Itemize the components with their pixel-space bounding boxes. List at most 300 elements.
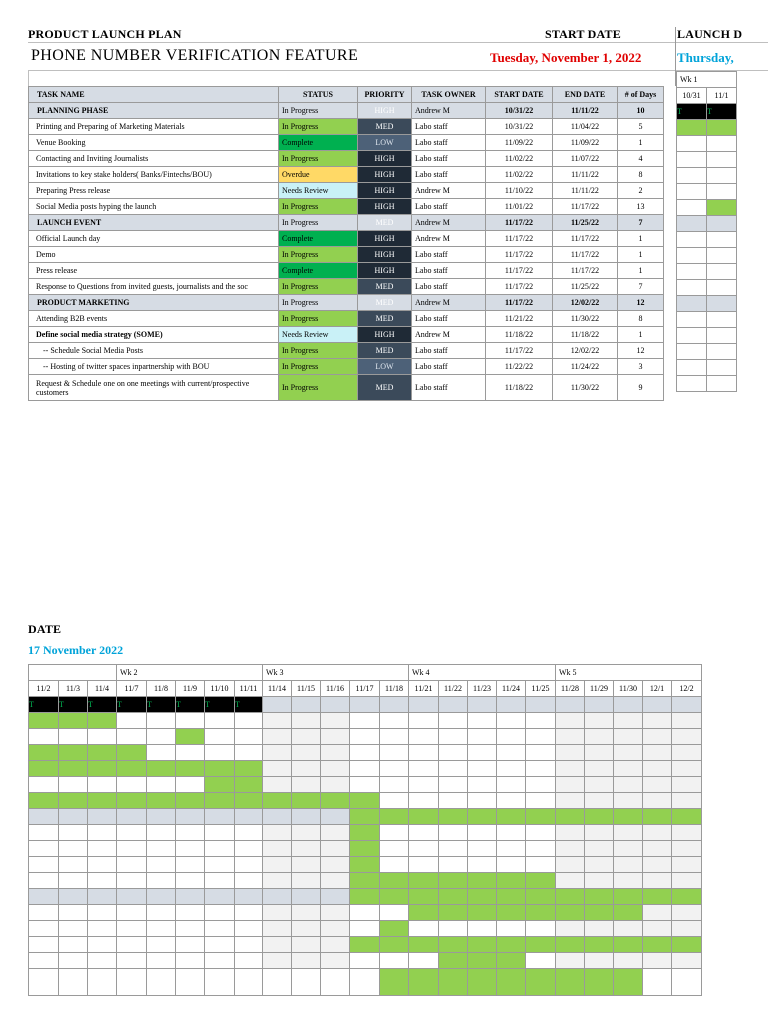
gantt-cell: [176, 761, 205, 777]
gantt-cell: [707, 376, 737, 392]
task-name: -- Hosting of twitter spaces inpartnership with BOU: [29, 359, 279, 375]
status-cell: In Progress: [279, 375, 358, 401]
status-cell: In Progress: [279, 295, 358, 311]
gantt-cell: [292, 841, 321, 857]
gantt-cell: [292, 745, 321, 761]
gantt-cell: [556, 825, 585, 841]
gantt-cell: [29, 729, 59, 745]
gantt-row: [677, 200, 737, 216]
gantt-cell: [59, 841, 88, 857]
gantt-row: [677, 376, 737, 392]
gantt-cell: [439, 793, 468, 809]
priority-cell: HIGH: [358, 231, 412, 247]
priority-cell: HIGH: [358, 247, 412, 263]
gantt-cell: [672, 809, 702, 825]
gantt-cell: [176, 777, 205, 793]
gantt-cell: [672, 889, 702, 905]
column-header: STATUS: [279, 87, 358, 103]
table-row: [29, 231, 664, 247]
gantt-cell: [707, 360, 737, 376]
gantt-cell: [235, 953, 263, 969]
gantt-cell: [643, 809, 672, 825]
gantt-cell: [409, 825, 439, 841]
day-header: 11/18: [380, 681, 409, 697]
gantt-cell: [292, 905, 321, 921]
gantt-cell: [29, 825, 59, 841]
gantt-cell: [672, 953, 702, 969]
gantt-cell: [235, 905, 263, 921]
gantt-cell: [88, 937, 117, 953]
gantt-cell: [497, 889, 526, 905]
gantt-cell: [707, 248, 737, 264]
gantt-cell: [380, 777, 409, 793]
gantt-cell: [380, 825, 409, 841]
week-label: Wk 2: [117, 665, 263, 681]
day-header: 11/29: [585, 681, 614, 697]
week-label: Wk 3: [263, 665, 409, 681]
days-cell: 1: [618, 327, 664, 343]
gantt-row: [29, 793, 702, 809]
gantt-cell: [117, 841, 147, 857]
gantt-cell: [585, 841, 614, 857]
gantt-cell: [439, 697, 468, 713]
gantt-cell: [556, 969, 585, 996]
gantt-cell: [380, 745, 409, 761]
gantt-cell: [409, 953, 439, 969]
gantt-cell: [468, 969, 497, 996]
start-date-cell: 11/01/22: [486, 199, 553, 215]
gantt-cell: [263, 953, 292, 969]
gantt-row: [677, 312, 737, 328]
gantt-row: [29, 745, 702, 761]
gantt-cell: [321, 809, 350, 825]
gantt-cell: [439, 889, 468, 905]
end-date-cell: 11/04/22: [553, 119, 618, 135]
gantt-cell: [205, 905, 235, 921]
gantt-cell: [176, 825, 205, 841]
gantt-cell: [321, 937, 350, 953]
gantt-cell: [526, 729, 556, 745]
gantt-row: [677, 360, 737, 376]
status-cell: Needs Review: [279, 327, 358, 343]
days-cell: 7: [618, 279, 664, 295]
start-date-label: START DATE: [545, 27, 621, 41]
gantt-cell: [468, 873, 497, 889]
today-marker: T: [205, 697, 235, 713]
start-date-cell: 11/18/22: [486, 375, 553, 401]
gantt-cell: [409, 841, 439, 857]
gantt-row: [677, 328, 737, 344]
gantt-cell: [643, 889, 672, 905]
days-cell: 1: [618, 263, 664, 279]
gantt-cell: [468, 921, 497, 937]
gantt-row: [29, 809, 702, 825]
gantt-cell: [29, 889, 59, 905]
gantt-cell: [29, 777, 59, 793]
gantt-cell: [147, 873, 176, 889]
gantt-cell: [585, 793, 614, 809]
gantt-cell: [380, 937, 409, 953]
status-cell: In Progress: [279, 199, 358, 215]
day-header: 11/7: [117, 681, 147, 697]
gantt-cell: [585, 825, 614, 841]
gantt-cell: [205, 713, 235, 729]
end-date-cell: 11/09/22: [553, 135, 618, 151]
gantt-cell: [497, 761, 526, 777]
days-cell: 5: [618, 119, 664, 135]
gantt-cell: [614, 713, 643, 729]
end-date-cell: 12/02/22: [553, 295, 618, 311]
gantt-cell: [350, 969, 380, 996]
week-label: Wk 1: [677, 72, 737, 88]
owner-cell: Andrew M: [412, 327, 486, 343]
gantt-cell: [556, 873, 585, 889]
gantt-cell: [380, 793, 409, 809]
gantt-cell: [585, 729, 614, 745]
gantt-cell: [707, 168, 737, 184]
gantt-cell: [556, 841, 585, 857]
gantt-row: [29, 921, 702, 937]
gantt-cell: [614, 745, 643, 761]
priority-cell: MED: [358, 311, 412, 327]
gantt-cell: [59, 937, 88, 953]
gantt-cell: [614, 921, 643, 937]
day-header: 11/9: [176, 681, 205, 697]
priority-cell: MED: [358, 279, 412, 295]
gantt-cell: [29, 809, 59, 825]
gantt-cell: [321, 857, 350, 873]
priority-cell: MED: [358, 295, 412, 311]
gantt-cell: [321, 745, 350, 761]
end-date-cell: 11/24/22: [553, 359, 618, 375]
start-date-cell: 11/09/22: [486, 135, 553, 151]
gantt-cell: [497, 713, 526, 729]
gantt-cell: [497, 921, 526, 937]
gantt-cell: [643, 713, 672, 729]
gantt-cell: [439, 857, 468, 873]
today-marker: T: [235, 697, 263, 713]
days-cell: 1: [618, 135, 664, 151]
start-date-cell: 11/17/22: [486, 247, 553, 263]
owner-cell: Labo staff: [412, 199, 486, 215]
gantt-row: [29, 841, 702, 857]
gantt-cell: [556, 953, 585, 969]
task-name: Official Launch day: [29, 231, 279, 247]
gantt-cell: [643, 921, 672, 937]
gantt-cell: [235, 761, 263, 777]
gantt-cell: [672, 857, 702, 873]
gantt-cell: [614, 697, 643, 713]
table-row: [29, 151, 664, 167]
task-name: Response to Questions from invited guests, journalists and the soc: [29, 279, 279, 295]
gantt-cell: [176, 969, 205, 996]
gantt-cell: [59, 905, 88, 921]
date-label: DATE: [28, 622, 62, 636]
gantt-cell: [409, 937, 439, 953]
gantt-cell: [29, 841, 59, 857]
gantt-cell: [585, 905, 614, 921]
gantt-cell: [176, 745, 205, 761]
gantt-cell: [707, 264, 737, 280]
gantt-cell: [321, 713, 350, 729]
gantt-cell: [707, 152, 737, 168]
task-name: -- Schedule Social Media Posts: [29, 343, 279, 359]
gantt-cell: [235, 729, 263, 745]
task-name: PLANNING PHASE: [29, 103, 279, 119]
gantt-cell: [707, 184, 737, 200]
gantt-cell: [526, 777, 556, 793]
gantt-cell: [321, 825, 350, 841]
task-name: Request & Schedule one on one meetings with current/prospective customers: [29, 375, 279, 401]
gantt-cell: [176, 713, 205, 729]
table-row: [29, 311, 664, 327]
gantt-cell: [29, 873, 59, 889]
priority-cell: HIGH: [358, 199, 412, 215]
gantt-cell: [147, 953, 176, 969]
gantt-cell: [643, 969, 672, 996]
today-marker: T: [117, 697, 147, 713]
gantt-cell: [497, 969, 526, 996]
gantt-cell: [88, 969, 117, 996]
gantt-cell: [585, 937, 614, 953]
gantt-cell: [117, 713, 147, 729]
gantt-cell: [350, 857, 380, 873]
task-name: Printing and Preparing of Marketing Materials: [29, 119, 279, 135]
gantt-cell: [409, 793, 439, 809]
gantt-cell: [643, 937, 672, 953]
gantt-cell: [235, 777, 263, 793]
gantt-cell: [409, 921, 439, 937]
gantt-cell: [497, 793, 526, 809]
gantt-cell: [59, 793, 88, 809]
gantt-cell: [59, 969, 88, 996]
gantt-cell: [350, 729, 380, 745]
table-row: [29, 103, 664, 119]
task-name: Attending B2B events: [29, 311, 279, 327]
start-date-cell: 11/17/22: [486, 215, 553, 231]
status-cell: In Progress: [279, 343, 358, 359]
gantt-cell: [526, 873, 556, 889]
gantt-cell: [643, 873, 672, 889]
gantt-cell: [292, 809, 321, 825]
today-marker: T: [147, 697, 176, 713]
table-row: [29, 199, 664, 215]
gantt-cell: [526, 793, 556, 809]
gantt-cell: [585, 777, 614, 793]
gantt-cell: [677, 184, 707, 200]
gantt-cell: [468, 697, 497, 713]
gantt-cell: [468, 953, 497, 969]
gantt-row: [677, 296, 737, 312]
gantt-cell: [677, 200, 707, 216]
days-cell: 2: [618, 183, 664, 199]
gantt-cell: [497, 905, 526, 921]
gantt-cell: [468, 937, 497, 953]
end-date-cell: 11/25/22: [553, 215, 618, 231]
table-row: [29, 119, 664, 135]
gantt-cell: [321, 729, 350, 745]
gantt-row: [677, 248, 737, 264]
priority-cell: MED: [358, 343, 412, 359]
task-name: Demo: [29, 247, 279, 263]
gantt-cell: [526, 921, 556, 937]
status-cell: In Progress: [279, 311, 358, 327]
gantt-cell: [292, 953, 321, 969]
gantt-cell: [468, 841, 497, 857]
gantt-cell: [176, 937, 205, 953]
gantt-cell: [439, 921, 468, 937]
gantt-cell: [147, 921, 176, 937]
gantt-cell: [497, 697, 526, 713]
gantt-cell: [350, 809, 380, 825]
gantt-cell: [380, 953, 409, 969]
gantt-cell: [614, 857, 643, 873]
week-label: Wk 4: [409, 665, 556, 681]
gantt-row: [29, 969, 702, 996]
gantt-cell: [409, 745, 439, 761]
gantt-cell: [59, 777, 88, 793]
gantt-cell: [205, 761, 235, 777]
owner-cell: Labo staff: [412, 359, 486, 375]
gantt-cell: [235, 873, 263, 889]
gantt-cell: [147, 713, 176, 729]
gantt-cell: [585, 857, 614, 873]
end-date-cell: 11/30/22: [553, 311, 618, 327]
gantt-cell: [117, 777, 147, 793]
feature-title: PHONE NUMBER VERIFICATION FEATURE: [31, 47, 359, 64]
gantt-cell: [614, 873, 643, 889]
gantt-cell: [526, 857, 556, 873]
gantt-cell: [439, 713, 468, 729]
gantt-cell: [263, 697, 292, 713]
gantt-cell: [235, 857, 263, 873]
gantt-cell: [614, 969, 643, 996]
launch-date-value: Thursday,: [677, 50, 734, 65]
gantt-cell: [614, 761, 643, 777]
status-cell: Complete: [279, 231, 358, 247]
gantt-cell: [350, 889, 380, 905]
gantt-cell: [147, 841, 176, 857]
gantt-cell: [672, 793, 702, 809]
owner-cell: Labo staff: [412, 167, 486, 183]
gantt-cell: [409, 905, 439, 921]
gantt-cell: [205, 857, 235, 873]
gantt-cell: [439, 825, 468, 841]
end-date-cell: 11/30/22: [553, 375, 618, 401]
gantt-cell: [409, 729, 439, 745]
day-header: 10/31: [677, 88, 707, 104]
gantt-cell: [614, 889, 643, 905]
gantt-cell: [409, 857, 439, 873]
gantt-cell: [643, 953, 672, 969]
gantt-cell: [59, 825, 88, 841]
week-label: Wk 5: [556, 665, 702, 681]
gantt-cell: [29, 953, 59, 969]
gantt-row: [677, 120, 737, 136]
gantt-cell: [585, 713, 614, 729]
gantt-cell: [235, 793, 263, 809]
owner-cell: Labo staff: [412, 263, 486, 279]
gantt-cell: [176, 857, 205, 873]
gantt-cell: [707, 344, 737, 360]
gantt-cell: [380, 905, 409, 921]
gantt-cell: [643, 761, 672, 777]
table-row: [29, 327, 664, 343]
gantt-cell: [59, 873, 88, 889]
gantt-cell: [497, 825, 526, 841]
gantt-cell: [59, 889, 88, 905]
day-header: 11/2: [29, 681, 59, 697]
priority-cell: HIGH: [358, 183, 412, 199]
gantt-row: [677, 168, 737, 184]
status-cell: Complete: [279, 263, 358, 279]
gantt-cell: [350, 937, 380, 953]
priority-cell: HIGH: [358, 103, 412, 119]
status-cell: In Progress: [279, 119, 358, 135]
gantt-cell: [677, 344, 707, 360]
top-gantt: [676, 71, 737, 392]
days-cell: 8: [618, 311, 664, 327]
gantt-cell: [29, 761, 59, 777]
gantt-cell: [677, 232, 707, 248]
gantt-cell: [263, 969, 292, 996]
gantt-cell: [29, 713, 59, 729]
gantt-cell: [147, 745, 176, 761]
gantt-cell: [117, 729, 147, 745]
gantt-cell: [707, 200, 737, 216]
gantt-cell: [88, 793, 117, 809]
gantt-cell: [497, 777, 526, 793]
days-cell: 13: [618, 199, 664, 215]
gantt-cell: [321, 777, 350, 793]
day-header: 11/3: [59, 681, 88, 697]
gantt-cell: [526, 745, 556, 761]
gantt-cell: [292, 697, 321, 713]
gantt-cell: [556, 793, 585, 809]
gantt-cell: [643, 841, 672, 857]
gantt-cell: [677, 248, 707, 264]
gantt-cell: [585, 921, 614, 937]
gantt-cell: [439, 873, 468, 889]
gantt-cell: [677, 120, 707, 136]
gantt-cell: [439, 761, 468, 777]
start-date-cell: 11/21/22: [486, 311, 553, 327]
gantt-cell: [147, 761, 176, 777]
gantt-cell: [585, 873, 614, 889]
table-row: [29, 375, 664, 401]
status-cell: Needs Review: [279, 183, 358, 199]
gantt-cell: [205, 729, 235, 745]
start-date-cell: 11/17/22: [486, 279, 553, 295]
start-date-cell: 11/17/22: [486, 343, 553, 359]
gantt-cell: [468, 889, 497, 905]
gantt-cell: [88, 905, 117, 921]
gantt-cell: [350, 841, 380, 857]
gantt-cell: [88, 777, 117, 793]
gantt-cell: [147, 905, 176, 921]
gantt-cell: [526, 889, 556, 905]
gantt-cell: [707, 232, 737, 248]
gantt-row: [29, 905, 702, 921]
start-date-cell: 11/10/22: [486, 183, 553, 199]
gantt-cell: [526, 761, 556, 777]
gantt-cell: [497, 729, 526, 745]
gantt-cell: [205, 825, 235, 841]
gantt-cell: [88, 841, 117, 857]
gantt-cell: [643, 857, 672, 873]
gantt-cell: [292, 713, 321, 729]
gantt-cell: [321, 905, 350, 921]
